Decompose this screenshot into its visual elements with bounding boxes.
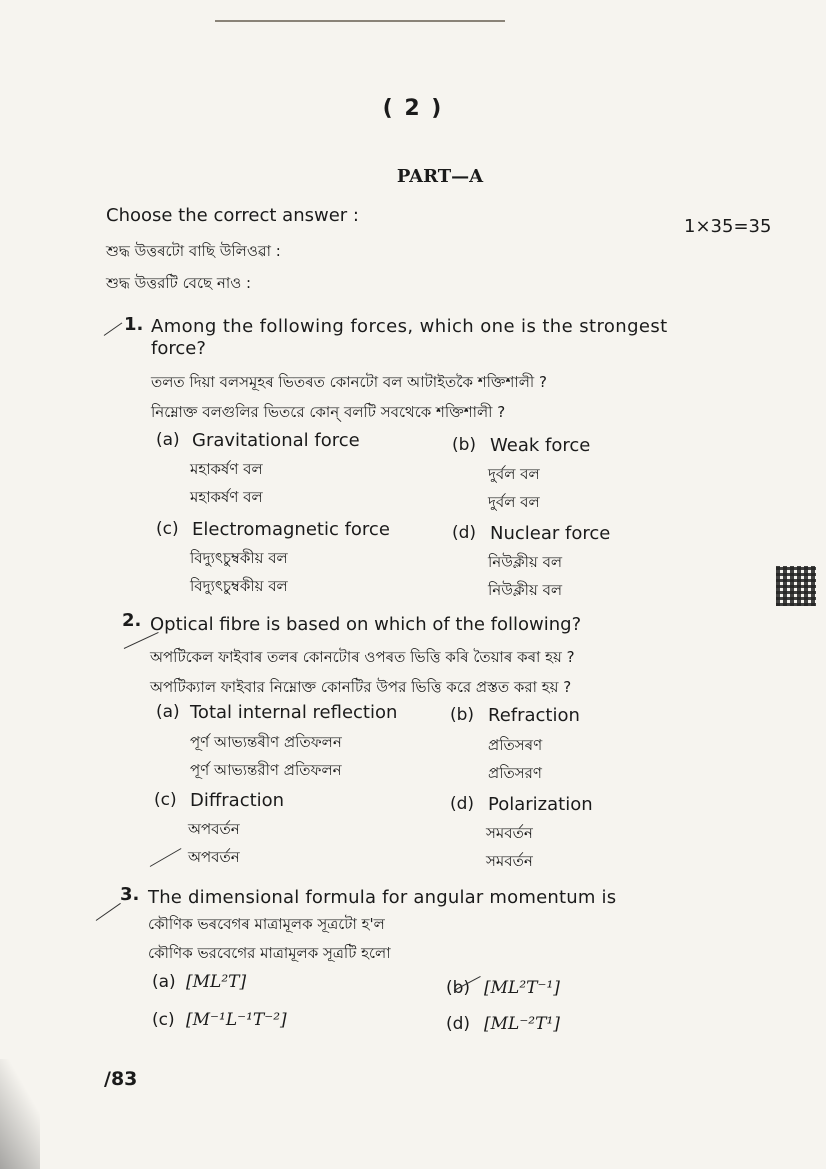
instruction-bengali: শুদ্ধ উত্তরটি বেছে নাও : (106, 274, 252, 292)
option-label: (d) (452, 523, 477, 543)
option-label: (c) (154, 790, 177, 810)
option-label: (a) (152, 972, 176, 992)
question-text-assamese: কৌণিক ভৰবেগৰ মাত্ৰামূলক সূত্ৰটো হ'ল (148, 915, 385, 933)
option-text-bengali: মহাকর্ষণ বল (190, 488, 263, 506)
instruction-english: Choose the correct answer : (106, 205, 359, 226)
option-text-assamese: সমবৰ্তন (486, 824, 533, 842)
option-text: Diffraction (190, 790, 285, 811)
option-text-assamese: দুৰ্বল বল (488, 465, 540, 483)
option-formula: [ML⁻²T¹] (484, 1014, 560, 1034)
option-label: (c) (156, 519, 179, 539)
page-shadow (0, 1059, 40, 1169)
option-formula: [M⁻¹L⁻¹T⁻²] (186, 1010, 287, 1030)
option-text: Weak force (490, 435, 591, 456)
question-text-bengali: কৌণিক ভরবেগের মাত্রামূলক সূত্রটি হলো (148, 944, 391, 962)
option-label: (c) (152, 1010, 175, 1030)
question-number: 1. (124, 314, 144, 335)
option-text: Polarization (488, 794, 593, 815)
question-text-line1: The dimensional formula for angular momentum is (148, 887, 617, 908)
option-label: (d) (450, 794, 475, 814)
pencil-mark (150, 848, 182, 867)
option-text: Total internal reflection (190, 702, 398, 723)
qr-code-icon (776, 566, 816, 606)
option-text-assamese: বিদ্যুৎচুম্বকীয় বল (190, 549, 288, 567)
option-text-bengali: নিউক্লীয় বল (488, 581, 563, 599)
pencil-mark (104, 322, 123, 335)
question-number: 2. (122, 610, 142, 631)
top-rule (215, 20, 505, 22)
footer-code: /83 (104, 1068, 138, 1090)
option-text-bengali: পূর্ণ আভ্যন্তরীণ প্রতিফলন (190, 761, 342, 779)
option-label: (b) (446, 978, 471, 998)
pencil-mark (96, 903, 121, 921)
option-label: (d) (446, 1014, 471, 1034)
option-text-assamese: প্ৰতিসৰণ (488, 736, 543, 754)
option-text: Gravitational force (192, 430, 360, 451)
option-text-bengali: অপবর্তন (188, 848, 240, 866)
question-text-bengali: নিম্নোক্ত বলগুলির ভিতরে কোন্ বলটি সবথেকে শক্তিশালী ? (151, 403, 506, 421)
option-formula: [ML²T] (186, 972, 247, 992)
option-label: (b) (452, 435, 477, 455)
marks-scheme: 1×35=35 (684, 216, 772, 237)
option-text-bengali: দুর্বল বল (488, 493, 540, 511)
option-text-bengali: প্রতিসরণ (488, 764, 542, 782)
instruction-assamese: শুদ্ধ উত্তৰটো বাছি উলিওৱা : (106, 242, 281, 260)
option-text-assamese: পূৰ্ণ আভ্যন্তৰীণ প্ৰতিফলন (190, 733, 342, 751)
question-text-line1: Among the following forces, which one is the strongest (151, 316, 668, 337)
option-label: (a) (156, 430, 180, 450)
option-text: Electromagnetic force (192, 519, 390, 540)
question-text-assamese: অপটিকেল ফাইবাৰ তলৰ কোনটোৰ ওপৰত ভিত্তি কৰি তৈয়াৰ কৰা হয় ? (150, 648, 575, 666)
option-label: (b) (450, 705, 475, 725)
option-formula: [ML²T⁻¹] (484, 978, 560, 998)
option-text-bengali: সমবর্তন (486, 852, 533, 870)
question-text-assamese: তলত দিয়া বলসমূহৰ ভিতৰত কোনটো বল আটাইতকৈ শক্তিশালী ? (151, 373, 547, 391)
question-text-line2: force? (151, 338, 206, 359)
option-text-assamese: মহাকৰ্ষণ বল (190, 460, 263, 478)
page-number: ( 2 ) (382, 96, 444, 121)
question-text-line1: Optical fibre is based on which of the following? (150, 614, 582, 635)
option-text-bengali: বিদ্যুৎচুম্বকীয় বল (190, 577, 288, 595)
option-text-assamese: অপবৰ্তন (188, 820, 240, 838)
option-text: Nuclear force (490, 523, 611, 544)
option-text-assamese: নিউক্লীয় বল (488, 553, 563, 571)
part-title: PART—A (396, 166, 484, 187)
question-number: 3. (120, 884, 140, 905)
question-text-bengali: অপটিক্যাল ফাইবার নিম্নোক্ত কোনটির উপর ভিত্তি করে প্রস্তত করা হয় ? (150, 678, 572, 696)
option-label: (a) (156, 702, 180, 722)
option-text: Refraction (488, 705, 580, 726)
